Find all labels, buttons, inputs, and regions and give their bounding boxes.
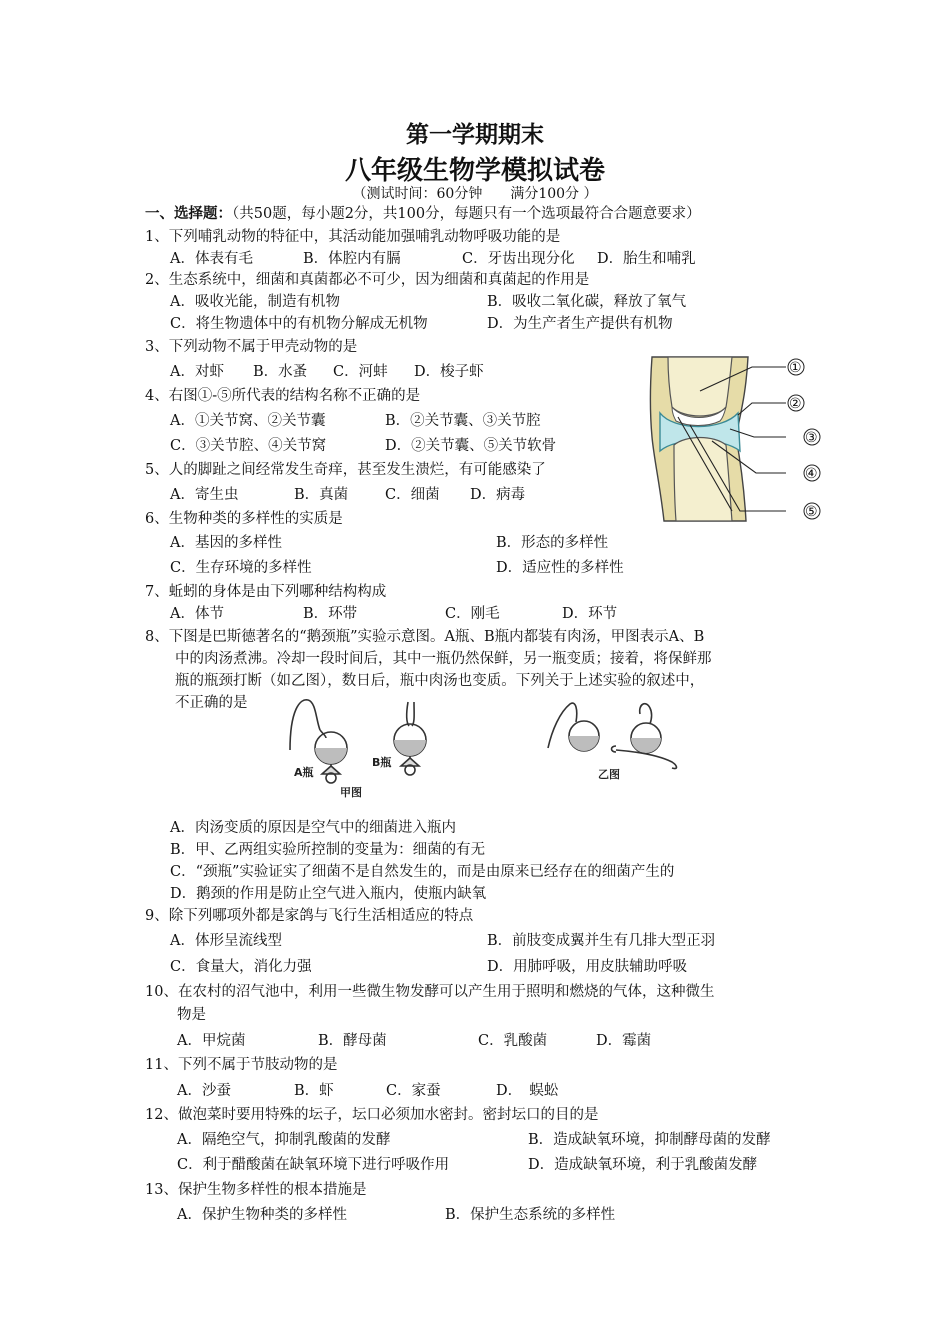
q6-option-d: D．适应性的多样性 — [496, 560, 624, 576]
flask-yi-drawing — [548, 703, 677, 768]
section-desc: （共50题，每小题2分，共100分，每题只有一个选项最符合合题意要求） — [232, 206, 701, 222]
q12-option-b: B．造成缺氧环境，抑制酵母菌的发酵 — [528, 1132, 771, 1148]
section-heading — [145, 204, 701, 224]
joint-structure-figure — [640, 355, 840, 525]
q6-stem: 6、生物种类的多样性的实质是 — [145, 511, 343, 527]
q9-option-a: A．体形呈流线型 — [170, 933, 282, 949]
q4-option-b: B．②关节囊、③关节腔 — [385, 413, 541, 429]
joint-drawing — [651, 357, 749, 521]
q10-stem-line1: 10、在农村的沼气池中，利用一些微生物发酵可以产生用于照明和燃烧的气体，这种微生 — [145, 984, 715, 1000]
exam-title-main: 八年级生物学模拟试卷 — [344, 156, 605, 186]
q8-stem-line3: 瓶的瓶颈打断（如乙图），数日后，瓶中肉汤也变质。下列关于上述实验的叙述中， — [175, 673, 705, 689]
flask-b-label: B瓶 — [372, 756, 392, 769]
exam-subtitle: （测试时间：60分钟 满分100分 ） — [352, 186, 598, 202]
yi-figure-label: 乙图 — [598, 768, 620, 781]
q12-option-d: D．造成缺氧环境，利于乳酸菌发酵 — [528, 1157, 758, 1173]
q5-option-a: A．寄生虫 — [170, 487, 239, 503]
q1-stem: 1、下列哺乳动物的特征中，其活动能加强哺乳动物呼吸功能的是 — [145, 229, 561, 245]
q2-option-d: D．为生产者生产提供有机物 — [487, 316, 673, 332]
q1-option-c: C．牙齿出现分化 — [462, 251, 575, 267]
q2-option-c: C．将生物遗体中的有机物分解成无机物 — [170, 316, 428, 332]
q9-stem: 9、除下列哪项外都是家鸽与飞行生活相适应的特点 — [145, 908, 474, 924]
q13-stem: 13、保护生物多样性的根本措施是 — [145, 1182, 367, 1198]
q1-option-a: A．体表有毛 — [170, 251, 253, 267]
q3-option-d: D．梭子虾 — [414, 364, 484, 380]
q3-option-c: C．河蚌 — [333, 364, 388, 380]
q11-option-d: D． 蜈蚣 — [496, 1083, 559, 1099]
q3-stem: 3、下列动物不属于甲壳动物的是 — [145, 339, 358, 355]
joint-label-5: ⑤ — [805, 504, 818, 520]
q1-option-b: B．体腔内有膈 — [303, 251, 401, 267]
q6-option-b: B．形态的多样性 — [496, 535, 609, 551]
q12-stem: 12、做泡菜时要用特殊的坛子，坛口必须加水密封。密封坛口的目的是 — [145, 1107, 599, 1123]
jia-figure-label: 甲图 — [340, 786, 362, 799]
q1-option-d: D．胎生和哺乳 — [597, 251, 696, 267]
q11-option-a: A．沙蚕 — [177, 1083, 231, 1099]
exam-title-term: 第一学期期末 — [406, 122, 544, 148]
q2-stem: 2、生态系统中，细菌和真菌都必不可少，因为细菌和真菌起的作用是 — [145, 272, 590, 288]
q2-option-b: B．吸收二氧化碳，释放了氧气 — [487, 294, 687, 310]
joint-label-2: ② — [789, 396, 802, 412]
q8-option-d: D．鹅颈的作用是防止空气进入瓶内，使瓶内缺氧 — [170, 886, 487, 902]
q11-option-c: C．家蚕 — [386, 1083, 441, 1099]
q6-option-a: A．基因的多样性 — [170, 535, 282, 551]
q7-option-c: C．刚毛 — [445, 606, 500, 622]
q8-option-c: C．“颈瓶”实验证实了细菌不是自然发生的，而是由原来已经存在的细菌产生的 — [170, 864, 675, 880]
q4-option-d: D．②关节囊、⑤关节软骨 — [385, 438, 557, 454]
q12-option-a: A．隔绝空气，抑制乳酸菌的发酵 — [177, 1132, 391, 1148]
q10-option-b: B．酵母菌 — [318, 1033, 387, 1049]
q8-stem-line4: 不正确的是 — [175, 695, 248, 711]
q4-option-a: A．①关节窝、②关节囊 — [170, 413, 326, 429]
q2-option-a: A．吸收光能，制造有机物 — [170, 294, 340, 310]
q4-stem: 4、右图①-⑤所代表的结构名称不正确的是 — [145, 388, 421, 404]
q13-option-a: A．保护生物种类的多样性 — [177, 1207, 347, 1223]
q10-option-c: C．乳酸菌 — [478, 1033, 548, 1049]
q10-stem-line2: 物是 — [177, 1007, 206, 1023]
flask-a-label: A瓶 — [294, 766, 314, 779]
q7-option-a: A．体节 — [170, 606, 224, 622]
q8-option-a: A．肉汤变质的原因是空气中的细菌进入瓶内 — [170, 820, 456, 836]
joint-label-4: ④ — [805, 466, 818, 482]
q8-stem-line2: 中的肉汤煮沸。冷却一段时间后，其中一瓶仍然保鲜，另一瓶变质；接着，将保鲜那 — [175, 651, 712, 667]
q9-option-c: C．食量大，消化力强 — [170, 959, 312, 975]
q11-option-b: B．虾 — [294, 1083, 334, 1099]
q10-option-d: D．霉菌 — [596, 1033, 652, 1049]
q3-option-a: A．对虾 — [170, 364, 224, 380]
q9-option-b: B．前肢变成翼并生有几排大型正羽 — [487, 933, 716, 949]
section-label: 一、选择题： — [145, 206, 232, 222]
joint-number-labels — [788, 359, 820, 520]
q13-option-b: B．保护生态系统的多样性 — [445, 1207, 616, 1223]
q4-option-c: C．③关节腔、④关节窝 — [170, 438, 327, 454]
joint-label-3: ③ — [805, 430, 818, 446]
q5-option-d: D．病毒 — [470, 487, 526, 503]
q5-option-c: C．细菌 — [385, 487, 440, 503]
joint-label-1: ① — [789, 360, 802, 376]
q10-option-a: A．甲烷菌 — [177, 1033, 246, 1049]
q3-option-b: B．水蚤 — [253, 364, 308, 380]
q12-option-c: C．利于醋酸菌在缺氧环境下进行呼吸作用 — [177, 1157, 450, 1173]
q9-option-d: D．用肺呼吸，用皮肤辅助呼吸 — [487, 959, 688, 975]
q11-stem: 11、下列不属于节肢动物的是 — [145, 1057, 338, 1073]
q5-option-b: B．真菌 — [294, 487, 349, 503]
q8-stem-line1: 8、下图是巴斯德著名的“鹅颈瓶”实验示意图。A瓶、B瓶内都装有肉汤，甲图表示A、B — [145, 629, 705, 645]
q7-stem: 7、蚯蚓的身体是由下列哪种结构构成 — [145, 584, 387, 600]
pasteur-flask-figure — [280, 690, 690, 805]
q5-stem: 5、人的脚趾之间经常发生奇痒，甚至发生溃烂，有可能感染了 — [145, 462, 546, 478]
q7-option-d: D．环节 — [562, 606, 618, 622]
q6-option-c: C．生存环境的多样性 — [170, 560, 312, 576]
flask-b-drawing — [394, 702, 426, 775]
q8-option-b: B．甲、乙两组实验所控制的变量为：细菌的有无 — [170, 842, 486, 858]
q7-option-b: B．环带 — [303, 606, 358, 622]
